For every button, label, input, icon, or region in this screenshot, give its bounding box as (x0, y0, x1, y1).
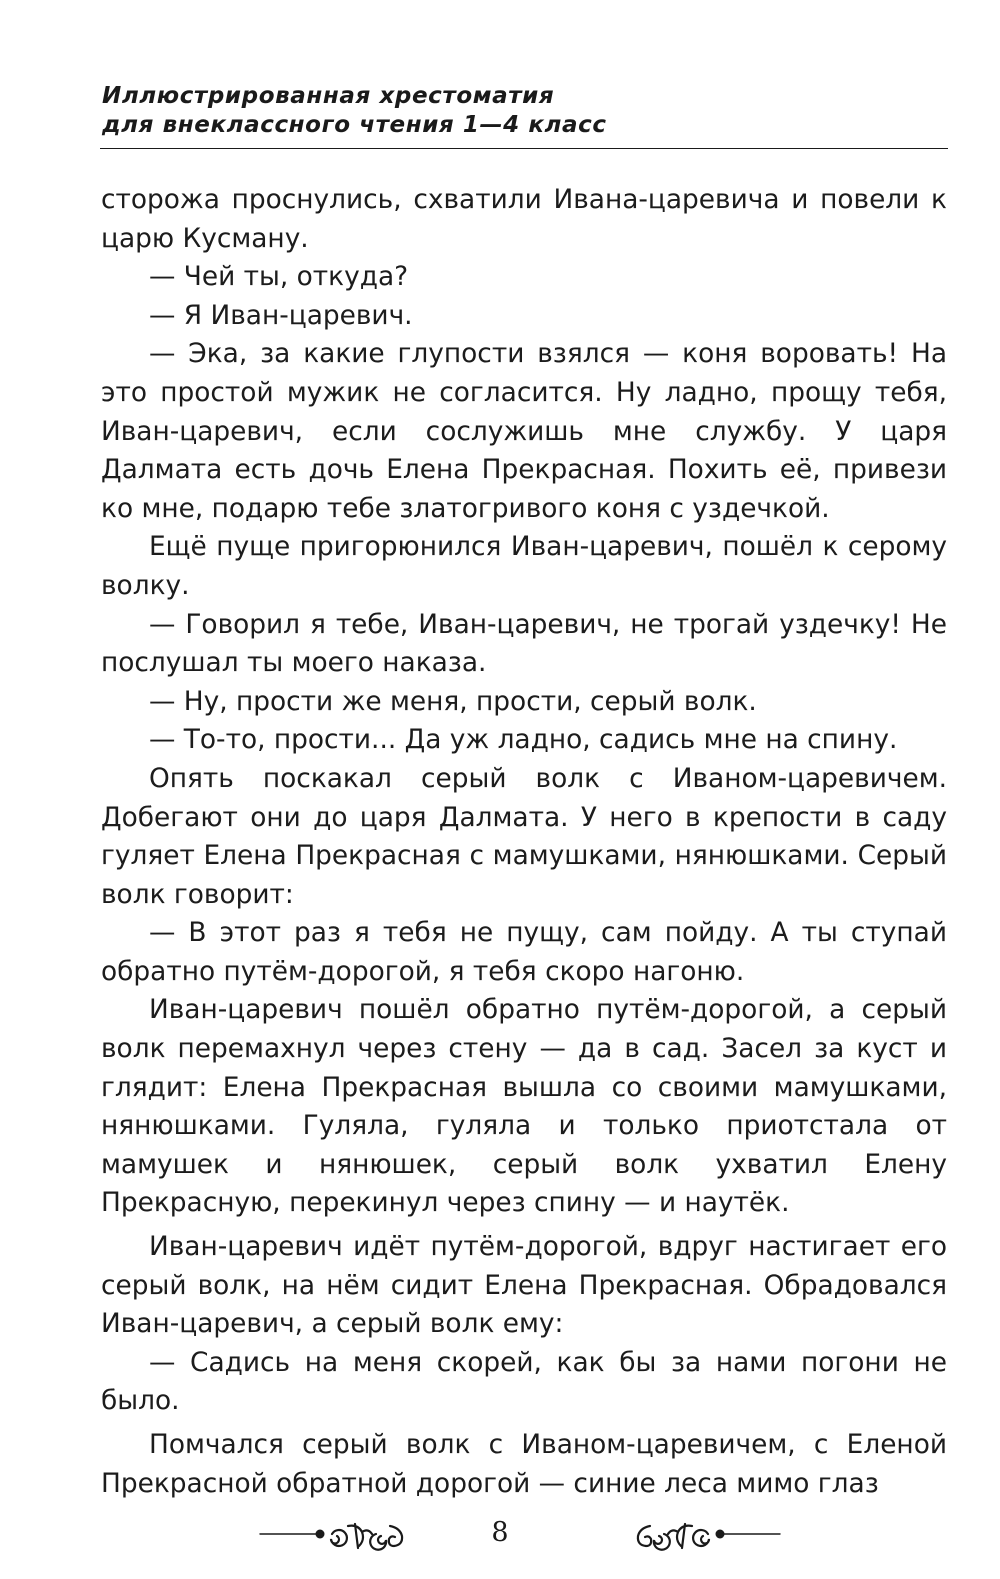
header-title-line1: Иллюстрированная хрестоматия (102, 83, 555, 109)
story-text (101, 181, 947, 1503)
paragraph: — Эка, за какие глупости взялся — коня воровать! На это простой мужик не согласится. Ну ладно, прощу тебя, Иван-царевич, если сослужишь мне службу. У царя Далмата есть дочь Елена Прекрасная. Похить её, привези ко мне, подарю тебе златогривого коня с уздечкой. (101, 338, 947, 524)
paragraph: Ещё пуще пригорюнился Иван-царевич, пошёл к серому волку. (101, 531, 947, 601)
header-rule (100, 148, 948, 149)
paragraph: Иван-царевич идёт путём-дорогой, вдруг настигает его серый волк, на нём сидит Елена Прекрасная. Обрадовался Иван-царевич, а серый волк ему: (101, 1231, 947, 1340)
paragraph: — Говорил я тебе, Иван-царевич, не трогай уздечку! Не послушал ты моего наказа. (101, 608, 947, 679)
page-footer (0, 1512, 1000, 1560)
paragraph: — Чей ты, откуда? (149, 261, 409, 293)
header-title-line2: для внеклассного чтения 1—4 класс (102, 112, 607, 138)
scroll-ornament-left-icon (258, 1512, 418, 1556)
running-header (102, 82, 952, 140)
paragraph: Опять поскакал серый волк с Иваном-царевичем. Добегают они до царя Далмата. У него в крепости в саду гуляет Елена Прекрасная с мамушками, нянюшками. Серый волк говорит: (101, 762, 947, 910)
scroll-ornament-right-icon (622, 1512, 782, 1556)
paragraph: — Ну, прости же меня, прости, серый волк. (149, 685, 757, 717)
paragraph: сторожа проснулись, схватили Ивана-царевича и повели к царю Кусману. (101, 184, 947, 254)
paragraph: — Садись на меня скорей, как бы за нами погони не было. (101, 1346, 947, 1417)
paragraph: — Я Иван-царевич. (149, 299, 413, 331)
page-number: 8 (491, 1517, 509, 1548)
paragraph: Иван-царевич пошёл обратно путём-дорогой, а серый волк перемахнул через стену — да в сад. Засел за куст и глядит: Елена Прекрасная вышла со своими мамушками, нянюшками. Гуляла, гуляла и только приотстала от мамушек и нянюшек, серый волк ухватил Елену Прекрасную, перекинул через спину — и наутёк. (101, 994, 947, 1219)
paragraph: — То-то, прости... Да уж ладно, садись мне на спину. (149, 724, 898, 756)
paragraph: Помчался серый волк с Иваном-царевичем, с Еленой Прекрасной обратной дорогой — синие леса мимо глаз (101, 1429, 947, 1499)
paragraph: — В этот раз я тебя не пущу, сам пойду. А ты ступай обратно путём-дорогой, я тебя скоро нагоню. (101, 917, 947, 987)
